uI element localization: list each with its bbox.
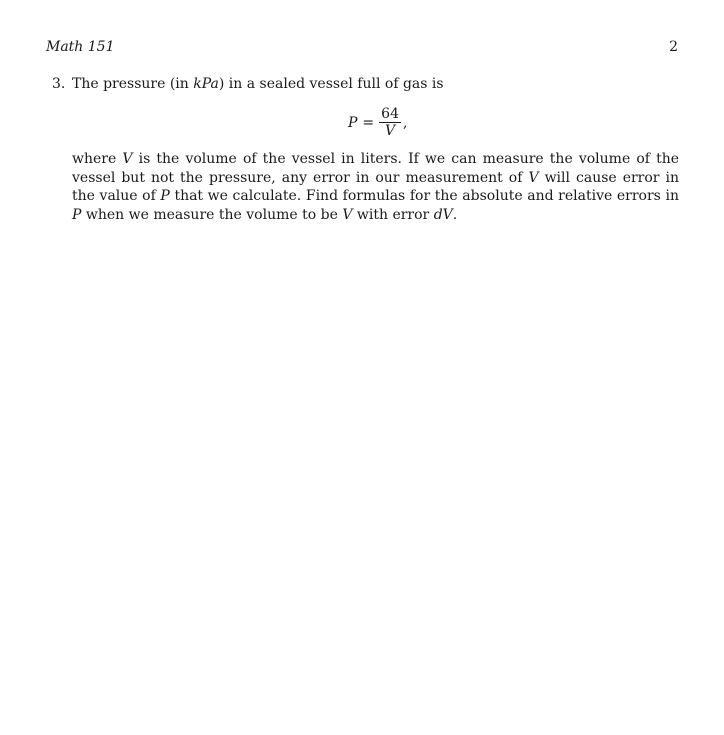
intro-text-post: ) in a sealed vessel full of gas is [218, 76, 444, 92]
var-v-1: V [122, 151, 133, 167]
body-text-4: that we calculate. Find formulas for the absolute and relative errors in [169, 188, 679, 204]
var-v-2: V [528, 169, 539, 186]
equation-fraction [379, 106, 401, 139]
equation-equals: = [362, 114, 375, 131]
var-v-3: V [342, 206, 353, 223]
header-page-number: 2 [669, 39, 678, 55]
body-text-6: with error [352, 206, 434, 223]
body-text-1: where [72, 151, 123, 167]
body-text-2: is the volume of the vessel in liters. If we can measure the volume of the vessel but not the pressure, any error in our measurement of [72, 151, 679, 186]
problem-number: 3. [52, 76, 66, 92]
problem-intro-line [52, 75, 680, 93]
body-text-3: will cause error in the value of [72, 169, 679, 204]
var-dv: dV [433, 206, 453, 223]
fraction-denominator: V [385, 123, 396, 139]
var-p-2: P [72, 206, 82, 223]
problem-3 [52, 75, 680, 93]
problem-intro [72, 75, 444, 93]
body-text-5: when we measure the volume to be [81, 206, 343, 223]
intro-text-pre: The pressure (in [72, 76, 194, 92]
problem-body-paragraph [72, 150, 679, 224]
fraction-numerator: 64 [381, 106, 399, 122]
var-p-1: P [160, 188, 170, 204]
equation-lhs: P [348, 114, 358, 131]
equation-comma: , [402, 114, 408, 131]
header-course: Math 151 [46, 39, 115, 55]
pressure-equation [348, 106, 407, 139]
unit-kpa: kPa [193, 76, 219, 92]
body-text-7: . [452, 206, 458, 223]
